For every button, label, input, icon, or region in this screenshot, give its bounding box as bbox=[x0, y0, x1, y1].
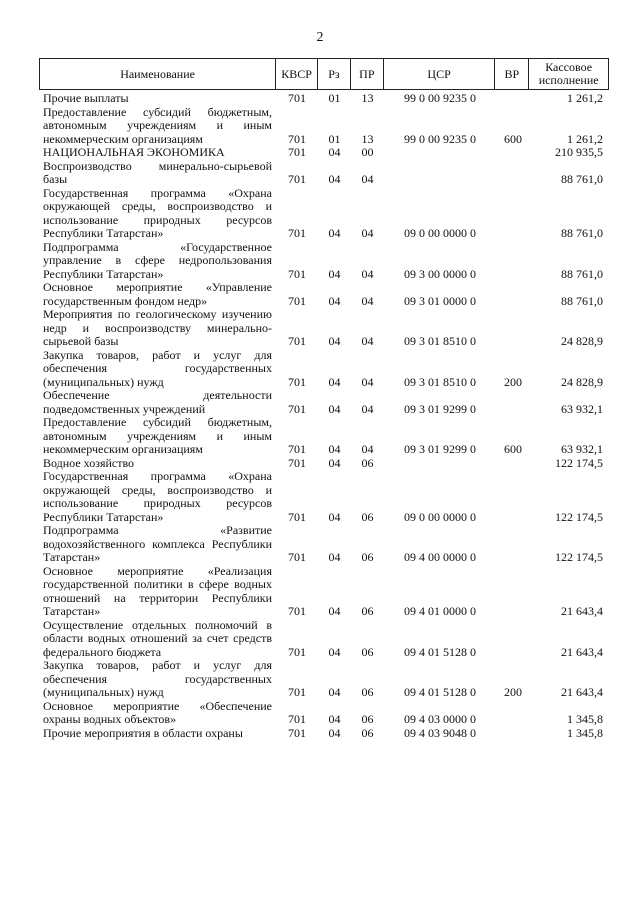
header-rz: Рз bbox=[318, 59, 351, 89]
row-kvsr: 701 bbox=[288, 91, 306, 105]
row-kassovoe-ispolnenie: 122 174,5 bbox=[555, 550, 603, 564]
row-pr: 06 bbox=[361, 644, 374, 659]
header-csr: ЦСР bbox=[384, 59, 496, 89]
row-pr: 06 bbox=[361, 604, 374, 618]
row-pr: 04 bbox=[361, 172, 374, 186]
row-pr: 04 bbox=[361, 442, 374, 456]
row-kvsr: 701 bbox=[288, 374, 306, 389]
row-pr: 04 bbox=[361, 374, 374, 389]
row-rz: 04 bbox=[328, 266, 341, 281]
table-row bbox=[39, 416, 609, 457]
row-kvsr: 701 bbox=[288, 334, 306, 348]
row-name: Обеспечение деятельности подведомственных учреждений bbox=[43, 388, 272, 416]
row-kvsr: 701 bbox=[288, 509, 306, 524]
row-csr: 09 3 01 0000 0 bbox=[404, 293, 476, 308]
table-row bbox=[39, 160, 609, 187]
row-csr: 99 0 00 9235 0 bbox=[404, 91, 476, 105]
row-rz: 04 bbox=[328, 401, 341, 416]
table-row bbox=[39, 524, 609, 565]
row-rz: 04 bbox=[328, 604, 341, 618]
row-kassovoe-ispolnenie: 1 345,8 bbox=[567, 712, 603, 726]
table-row bbox=[39, 349, 609, 390]
row-name: Водное хозяйство bbox=[43, 455, 135, 470]
row-pr: 06 bbox=[361, 550, 374, 564]
row-kassovoe-ispolnenie: 21 643,4 bbox=[561, 685, 603, 699]
row-rz: 01 bbox=[328, 91, 341, 105]
header-vr: ВР bbox=[495, 59, 529, 89]
row-rz: 04 bbox=[328, 455, 341, 470]
row-rz: 04 bbox=[328, 293, 341, 308]
row-pr: 06 bbox=[361, 509, 374, 524]
row-rz: 01 bbox=[328, 131, 341, 146]
row-kassovoe-ispolnenie: 88 761,0 bbox=[561, 293, 603, 308]
row-rz: 04 bbox=[328, 172, 341, 186]
row-kvsr: 701 bbox=[288, 644, 306, 659]
row-kvsr: 701 bbox=[288, 131, 306, 146]
row-name: Основное мероприятие «Обеспечение охраны водных объектов» bbox=[43, 698, 272, 726]
row-name: Мероприятия по геологическому изучению недр и воспроизводству минерально-сырьевой базы bbox=[43, 307, 272, 348]
header-kvsr: КВСР bbox=[276, 59, 318, 89]
row-name: Осуществление отдельных полномочий в области водных отношений за счет средств федерального бюджета bbox=[43, 617, 272, 659]
row-rz: 04 bbox=[328, 712, 341, 726]
row-csr: 09 4 03 9048 0 bbox=[404, 725, 476, 740]
row-csr: 09 3 01 8510 0 bbox=[404, 334, 476, 348]
table-row bbox=[39, 457, 609, 471]
row-kvsr: 701 bbox=[288, 401, 306, 416]
row-pr: 13 bbox=[361, 131, 374, 146]
row-name: НАЦИОНАЛЬНАЯ ЭКОНОМИКА bbox=[43, 145, 225, 159]
row-kassovoe-ispolnenie: 88 761,0 bbox=[561, 226, 603, 240]
row-kassovoe-ispolnenie: 122 174,5 bbox=[555, 455, 603, 470]
row-kassovoe-ispolnenie: 1 261,2 bbox=[567, 91, 603, 105]
row-csr: 09 3 00 0000 0 bbox=[404, 266, 476, 281]
row-kvsr: 701 bbox=[288, 712, 306, 726]
row-kvsr: 701 bbox=[288, 226, 306, 240]
table-row bbox=[39, 659, 609, 700]
row-name: Прочие выплаты bbox=[43, 91, 129, 105]
row-name: Основное мероприятие «Реализация государственной политики в сфере водных отношений на территории Республики Татарстан» bbox=[43, 563, 272, 618]
row-kassovoe-ispolnenie: 21 643,4 bbox=[561, 604, 603, 618]
table-header bbox=[39, 58, 609, 90]
header-pr: ПР bbox=[351, 59, 384, 89]
row-pr: 06 bbox=[361, 712, 374, 726]
row-rz: 04 bbox=[328, 550, 341, 564]
row-name: Прочие мероприятия в области охраны bbox=[43, 725, 243, 740]
table-row bbox=[39, 308, 609, 349]
row-rz: 04 bbox=[328, 442, 341, 456]
table-row bbox=[39, 241, 609, 282]
table-row bbox=[39, 470, 609, 524]
row-kassovoe-ispolnenie: 21 643,4 bbox=[561, 644, 603, 659]
row-kvsr: 701 bbox=[288, 145, 306, 159]
row-name: Государственная программа «Охрана окружающей среды, воспроизводство и использование природных ресурсов Республики Татарстан» bbox=[43, 185, 272, 240]
row-kassovoe-ispolnenie: 88 761,0 bbox=[561, 172, 603, 186]
table-body bbox=[39, 92, 609, 740]
row-pr: 04 bbox=[361, 226, 374, 240]
row-csr: 09 4 01 5128 0 bbox=[404, 685, 476, 699]
row-vr: 600 bbox=[504, 442, 522, 456]
table-row bbox=[39, 187, 609, 241]
row-kassovoe-ispolnenie: 24 828,9 bbox=[561, 374, 603, 389]
row-csr: 09 4 01 5128 0 bbox=[404, 644, 476, 659]
row-kassovoe-ispolnenie: 63 932,1 bbox=[561, 442, 603, 456]
row-name: Закупка товаров, работ и услуг для обеспечения государственных (муниципальных) нужд bbox=[43, 658, 272, 699]
row-rz: 04 bbox=[328, 725, 341, 740]
row-name: Закупка товаров, работ и услуг для обеспечения государственных (муниципальных) нужд bbox=[43, 347, 272, 389]
row-kvsr: 701 bbox=[288, 455, 306, 470]
table-row bbox=[39, 389, 609, 416]
row-rz: 04 bbox=[328, 374, 341, 389]
row-kvsr: 701 bbox=[288, 725, 306, 740]
row-csr: 09 4 03 0000 0 bbox=[404, 712, 476, 726]
row-rz: 04 bbox=[328, 334, 341, 348]
row-name: Предоставление субсидий бюджетным, автономным учреждениям и иным некоммерческим организациям bbox=[43, 415, 272, 456]
row-name: Подпрограмма «Государственное управление в сфере недропользования Республики Татарстан» bbox=[43, 239, 272, 281]
row-kvsr: 701 bbox=[288, 172, 306, 186]
row-rz: 04 bbox=[328, 509, 341, 524]
row-vr: 200 bbox=[504, 374, 522, 389]
row-name: Подпрограмма «Развитие водохозяйственного комплекса Республики Татарстан» bbox=[43, 523, 272, 564]
row-name: Государственная программа «Охрана окружающей среды, воспроизводство и использование природных ресурсов Республики Татарстан» bbox=[43, 469, 272, 524]
row-kvsr: 701 bbox=[288, 685, 306, 699]
row-pr: 06 bbox=[361, 685, 374, 699]
row-csr: 09 3 01 9299 0 bbox=[404, 401, 476, 416]
row-csr: 09 4 00 0000 0 bbox=[404, 550, 476, 564]
row-csr: 09 0 00 0000 0 bbox=[404, 226, 476, 240]
row-csr: 99 0 00 9235 0 bbox=[404, 131, 476, 146]
row-rz: 04 bbox=[328, 226, 341, 240]
row-pr: 04 bbox=[361, 266, 374, 281]
row-pr: 04 bbox=[361, 293, 374, 308]
row-kvsr: 701 bbox=[288, 604, 306, 618]
row-pr: 04 bbox=[361, 334, 374, 348]
row-csr: 09 3 01 8510 0 bbox=[404, 374, 476, 389]
row-rz: 04 bbox=[328, 145, 341, 159]
row-kassovoe-ispolnenie: 1 261,2 bbox=[567, 131, 603, 146]
header-kassovoe-ispolnenie: Кассовое исполнение bbox=[538, 60, 599, 87]
row-kvsr: 701 bbox=[288, 442, 306, 456]
row-name: Предоставление субсидий бюджетным, автономным учреждениям и иным некоммерческим организациям bbox=[43, 104, 272, 146]
table-row bbox=[39, 727, 609, 741]
row-kassovoe-ispolnenie: 63 932,1 bbox=[561, 401, 603, 416]
row-kassovoe-ispolnenie: 210 935,5 bbox=[555, 145, 603, 159]
row-csr: 09 4 01 0000 0 bbox=[404, 604, 476, 618]
table-row bbox=[39, 92, 609, 106]
row-kassovoe-ispolnenie: 1 345,8 bbox=[567, 725, 603, 740]
row-kassovoe-ispolnenie: 24 828,9 bbox=[561, 334, 603, 348]
row-pr: 06 bbox=[361, 725, 374, 740]
row-rz: 04 bbox=[328, 685, 341, 699]
row-rz: 04 bbox=[328, 644, 341, 659]
table-row bbox=[39, 565, 609, 619]
row-kvsr: 701 bbox=[288, 266, 306, 281]
row-csr: 09 0 00 0000 0 bbox=[404, 509, 476, 524]
table-row bbox=[39, 106, 609, 147]
table-row bbox=[39, 619, 609, 660]
row-vr: 200 bbox=[504, 685, 522, 699]
row-name: Основное мероприятие «Управление государственным фондом недр» bbox=[43, 280, 272, 308]
row-kassovoe-ispolnenie: 122 174,5 bbox=[555, 509, 603, 524]
row-pr: 06 bbox=[361, 455, 374, 470]
row-kassovoe-ispolnenie: 88 761,0 bbox=[561, 266, 603, 281]
header-name: Наименование bbox=[40, 59, 276, 89]
row-pr: 13 bbox=[361, 91, 374, 105]
page-number: 2 bbox=[316, 30, 324, 45]
row-csr: 09 3 01 9299 0 bbox=[404, 442, 476, 456]
row-pr: 00 bbox=[361, 145, 374, 159]
row-kvsr: 701 bbox=[288, 550, 306, 564]
row-vr: 600 bbox=[504, 131, 522, 146]
row-kvsr: 701 bbox=[288, 293, 306, 308]
table-row bbox=[39, 281, 609, 308]
row-name: Воспроизводство минерально-сырьевой базы bbox=[43, 158, 272, 186]
row-pr: 04 bbox=[361, 401, 374, 416]
table-row bbox=[39, 146, 609, 160]
table-row bbox=[39, 700, 609, 727]
